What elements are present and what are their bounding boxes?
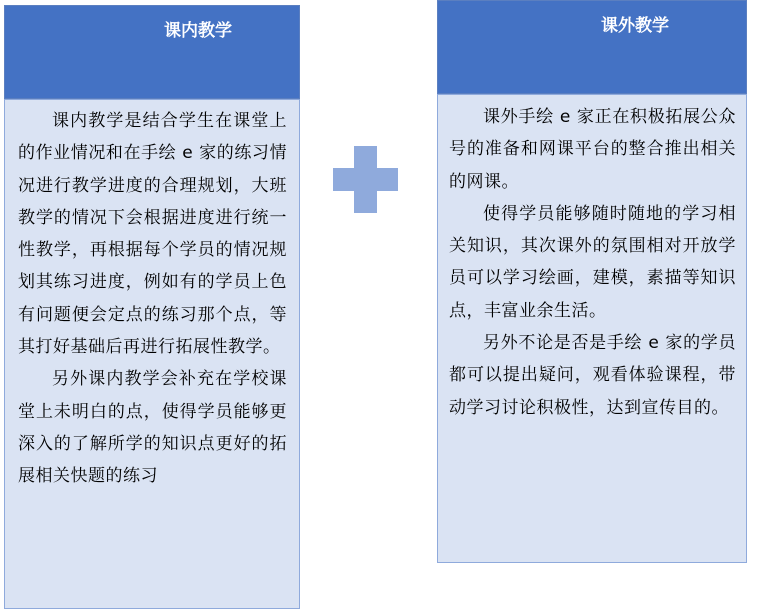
right-paragraph-1: 课外手绘 e 家正在积极拓展公众号的准备和网课平台的整合推出相关的网课。 bbox=[449, 107, 736, 192]
right-paragraph-3: 另外不论是否是手绘 e 家的学员都可以提出疑问，观看体验课程，带动学习讨论积极性，达到宣传目的。 bbox=[449, 333, 736, 418]
left-panel-header bbox=[4, 5, 300, 99]
plus-icon bbox=[333, 146, 398, 213]
right-panel-body bbox=[437, 94, 747, 563]
right-panel-header bbox=[437, 0, 747, 94]
left-paragraph-1: 课内教学是结合学生在课堂上的作业情况和在手绘 e 家的练习情况进行教学进度的合理规划，大班教学的情况下会根据进度进行统一性教学，再根据每个学员的情况规划其练习进度，例如有的学员上色有问题便会定点的练习那个点，等其打好基础后再进行拓展性教学。 bbox=[18, 111, 287, 358]
right-panel-title: 课外教学 bbox=[601, 16, 669, 36]
left-panel-title: 课内教学 bbox=[164, 21, 232, 41]
left-panel-body bbox=[4, 99, 300, 609]
right-paragraph-2: 使得学员能够随时随地的学习相关知识，其次课外的氛围相对开放学员可以学习绘画，建模，素描等知识点，丰富业余生活。 bbox=[449, 203, 736, 321]
left-paragraph-2: 另外课内教学会补充在学校课堂上未明白的点，使得学员能够更深入的了解所学的知识点更好的拓展相关快题的练习 bbox=[18, 369, 287, 487]
